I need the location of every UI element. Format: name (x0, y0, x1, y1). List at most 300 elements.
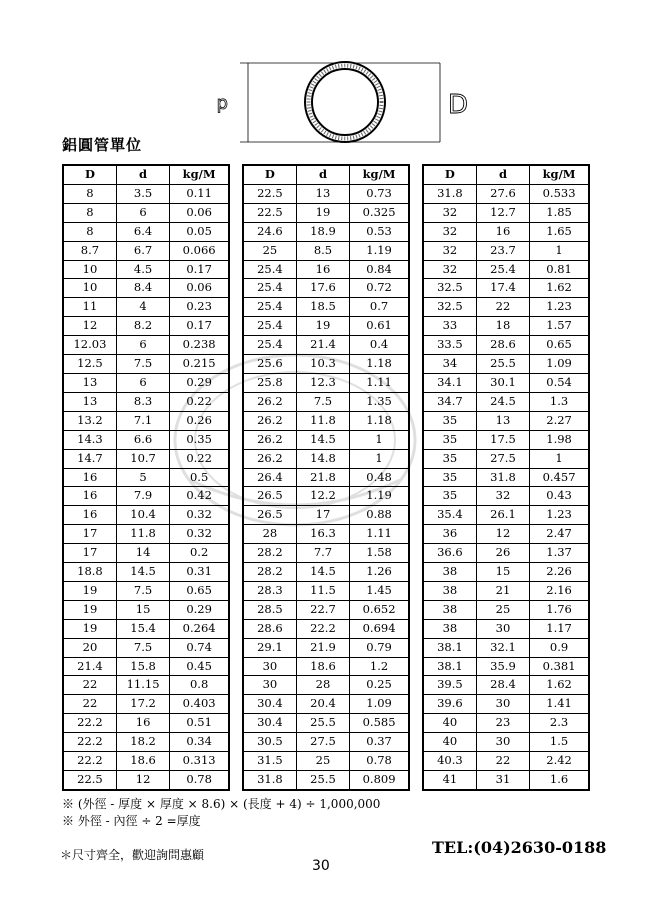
cell-inner-diameter: 7.7 (296, 544, 349, 563)
cell-weight: 0.88 (350, 506, 409, 525)
cell-outer-diameter: 35 (423, 449, 476, 468)
cell-outer-diameter: 29.1 (243, 638, 296, 657)
cell-inner-diameter: 30 (476, 695, 529, 714)
table-row (423, 336, 589, 355)
cell-weight: 0.17 (170, 260, 229, 279)
cell-outer-diameter: 25.8 (243, 373, 296, 392)
weight-formula-note: ※ (外徑 - 厚度 × 厚度 × 8.6) × (長度 + 4) ÷ 1,000,000 (62, 797, 381, 811)
cell-outer-diameter: 28.2 (243, 563, 296, 582)
cell-outer-diameter: 22 (63, 695, 116, 714)
table-row (243, 733, 409, 752)
cell-inner-diameter: 15.8 (116, 657, 169, 676)
cell-inner-diameter: 8.2 (116, 317, 169, 336)
cell-outer-diameter: 28.6 (243, 619, 296, 638)
cell-weight: 0.325 (350, 203, 409, 222)
table-row (63, 203, 229, 222)
cell-inner-diameter: 15 (476, 563, 529, 582)
header-weight: kg/M (530, 165, 589, 184)
thickness-formula-note: ※ 外徑 - 內徑 ÷ 2 =厚度 (62, 814, 201, 828)
cell-outer-diameter: 8.7 (63, 241, 116, 260)
cell-outer-diameter: 22.2 (63, 733, 116, 752)
header-outer-diameter: D (63, 165, 116, 184)
cell-weight: 0.23 (170, 298, 229, 317)
cell-inner-diameter: 7.5 (116, 581, 169, 600)
table-row (63, 449, 229, 468)
cell-outer-diameter: 34 (423, 355, 476, 374)
cell-weight: 0.585 (350, 714, 409, 733)
cell-inner-diameter: 12.3 (296, 373, 349, 392)
tube-diagram (210, 58, 470, 148)
cell-outer-diameter: 38.1 (423, 657, 476, 676)
cell-inner-diameter: 18.6 (296, 657, 349, 676)
table-row (63, 411, 229, 430)
cell-weight: 0.264 (170, 619, 229, 638)
cell-outer-diameter: 38.1 (423, 638, 476, 657)
cell-weight: 1.85 (530, 203, 589, 222)
cell-outer-diameter: 17 (63, 525, 116, 544)
cell-weight: 0.11 (170, 184, 229, 203)
cell-inner-diameter: 7.5 (116, 638, 169, 657)
cell-weight: 0.32 (170, 506, 229, 525)
cell-weight: 2.27 (530, 411, 589, 430)
cell-inner-diameter: 35.9 (476, 657, 529, 676)
cell-weight: 1.3 (530, 392, 589, 411)
cell-inner-diameter: 25 (476, 600, 529, 619)
cell-outer-diameter: 28.2 (243, 544, 296, 563)
cell-weight: 1.18 (350, 355, 409, 374)
cell-weight: 0.37 (350, 733, 409, 752)
cell-outer-diameter: 28.3 (243, 581, 296, 600)
cell-inner-diameter: 17.6 (296, 279, 349, 298)
cell-inner-diameter: 16 (476, 222, 529, 241)
cell-inner-diameter: 26.1 (476, 506, 529, 525)
sizes-available-note: ＊尺寸齊全，歡迎詢問惠顧 (60, 848, 205, 862)
table-row (63, 563, 229, 582)
cell-outer-diameter: 22.5 (243, 184, 296, 203)
cell-inner-diameter: 6 (116, 373, 169, 392)
cell-inner-diameter: 21 (476, 581, 529, 600)
cell-outer-diameter: 22 (63, 676, 116, 695)
cell-weight: 0.06 (170, 279, 229, 298)
cell-inner-diameter: 21.9 (296, 638, 349, 657)
inner-circle (312, 69, 378, 135)
table-row (243, 336, 409, 355)
cell-inner-diameter: 4 (116, 298, 169, 317)
page-title: 鋁圓管單位 (62, 136, 143, 154)
cell-weight: 1 (530, 241, 589, 260)
cell-outer-diameter: 25 (243, 241, 296, 260)
cell-weight: 0.05 (170, 222, 229, 241)
cell-inner-diameter: 22.7 (296, 600, 349, 619)
cell-inner-diameter: 21.8 (296, 468, 349, 487)
cell-outer-diameter: 32 (423, 203, 476, 222)
cell-inner-diameter: 25.4 (476, 260, 529, 279)
table-row (63, 317, 229, 336)
cell-outer-diameter: 17 (63, 544, 116, 563)
cell-outer-diameter: 24.6 (243, 222, 296, 241)
cell-outer-diameter: 18.8 (63, 563, 116, 582)
cell-weight: 0.53 (350, 222, 409, 241)
cell-weight: 1.58 (350, 544, 409, 563)
cell-outer-diameter: 8 (63, 184, 116, 203)
cell-weight: 1.09 (350, 695, 409, 714)
inner-diameter-label (217, 94, 228, 115)
cell-outer-diameter: 32.5 (423, 298, 476, 317)
cell-inner-diameter: 31 (476, 771, 529, 790)
table-row (63, 373, 229, 392)
table-row (423, 279, 589, 298)
table-row (63, 222, 229, 241)
table-row (243, 581, 409, 600)
cell-inner-diameter: 18.5 (296, 298, 349, 317)
cell-inner-diameter: 11.15 (116, 676, 169, 695)
table-row (243, 638, 409, 657)
cell-weight: 1.37 (530, 544, 589, 563)
cell-outer-diameter: 26.5 (243, 506, 296, 525)
cell-outer-diameter: 30 (243, 676, 296, 695)
cell-weight: 0.22 (170, 449, 229, 468)
cell-outer-diameter: 22.2 (63, 752, 116, 771)
cell-outer-diameter: 16 (63, 487, 116, 506)
cell-inner-diameter: 7.9 (116, 487, 169, 506)
table-row (243, 487, 409, 506)
cell-weight: 0.694 (350, 619, 409, 638)
table-row (243, 392, 409, 411)
table-row (243, 506, 409, 525)
cell-weight: 1.62 (530, 676, 589, 695)
cell-weight: 2.26 (530, 563, 589, 582)
cell-weight: 1.2 (350, 657, 409, 676)
cell-inner-diameter: 25.5 (476, 355, 529, 374)
cell-inner-diameter: 12 (476, 525, 529, 544)
cell-inner-diameter: 14 (116, 544, 169, 563)
table-row (63, 355, 229, 374)
header-outer-diameter: D (243, 165, 296, 184)
header-outer-diameter: D (423, 165, 476, 184)
table-row (423, 619, 589, 638)
cell-weight: 0.457 (530, 468, 589, 487)
header-inner-diameter: d (116, 165, 169, 184)
cell-inner-diameter: 22 (476, 752, 529, 771)
cell-inner-diameter: 30 (476, 733, 529, 752)
cell-outer-diameter: 11 (63, 298, 116, 317)
table-row (63, 752, 229, 771)
cell-inner-diameter: 32 (476, 487, 529, 506)
cell-inner-diameter: 5 (116, 468, 169, 487)
cell-weight: 0.381 (530, 657, 589, 676)
cell-outer-diameter: 40 (423, 733, 476, 752)
table-row (63, 184, 229, 203)
cell-outer-diameter: 34.1 (423, 373, 476, 392)
table-row (243, 563, 409, 582)
cell-inner-diameter: 18.6 (116, 752, 169, 771)
cell-inner-diameter: 12.2 (296, 487, 349, 506)
cell-outer-diameter: 13.2 (63, 411, 116, 430)
cell-weight: 1.09 (530, 355, 589, 374)
cell-inner-diameter: 18 (476, 317, 529, 336)
table-row (63, 676, 229, 695)
cell-outer-diameter: 14.7 (63, 449, 116, 468)
cell-inner-diameter: 7.1 (116, 411, 169, 430)
cell-outer-diameter: 38 (423, 619, 476, 638)
cell-inner-diameter: 23.7 (476, 241, 529, 260)
cell-inner-diameter: 28.6 (476, 336, 529, 355)
cell-weight: 0.29 (170, 373, 229, 392)
table-row (243, 203, 409, 222)
page-number: 30 (312, 858, 330, 874)
table-row (63, 581, 229, 600)
table-row (423, 468, 589, 487)
cell-inner-diameter: 22 (476, 298, 529, 317)
cell-inner-diameter: 24.5 (476, 392, 529, 411)
cell-outer-diameter: 36 (423, 525, 476, 544)
cell-inner-diameter: 18.9 (296, 222, 349, 241)
cell-inner-diameter: 11.8 (296, 411, 349, 430)
cell-inner-diameter: 17.5 (476, 430, 529, 449)
cell-outer-diameter: 30.4 (243, 714, 296, 733)
cell-outer-diameter: 26.4 (243, 468, 296, 487)
cell-weight: 0.8 (170, 676, 229, 695)
table-row (243, 525, 409, 544)
cell-inner-diameter: 13 (296, 184, 349, 203)
cell-weight: 2.16 (530, 581, 589, 600)
cell-weight: 1.57 (530, 317, 589, 336)
cell-inner-diameter: 27.6 (476, 184, 529, 203)
table-row (243, 222, 409, 241)
cell-weight: 1.23 (530, 298, 589, 317)
table-row (63, 487, 229, 506)
cell-outer-diameter: 33 (423, 317, 476, 336)
table-row (423, 525, 589, 544)
cell-weight: 0.35 (170, 430, 229, 449)
cell-inner-diameter: 15 (116, 600, 169, 619)
cell-inner-diameter: 12 (116, 771, 169, 790)
cell-weight: 0.17 (170, 317, 229, 336)
table-row (423, 695, 589, 714)
cell-weight: 0.238 (170, 336, 229, 355)
cell-inner-diameter: 28.4 (476, 676, 529, 695)
cell-weight: 0.533 (530, 184, 589, 203)
cell-weight: 1.5 (530, 733, 589, 752)
cell-outer-diameter: 13 (63, 392, 116, 411)
cell-outer-diameter: 33.5 (423, 336, 476, 355)
cell-weight: 1.18 (350, 411, 409, 430)
cell-weight: 1.41 (530, 695, 589, 714)
cell-outer-diameter: 40.3 (423, 752, 476, 771)
table-row (63, 392, 229, 411)
cell-outer-diameter: 26.2 (243, 411, 296, 430)
table-row (423, 638, 589, 657)
table-row (243, 317, 409, 336)
table-row (423, 411, 589, 430)
cell-outer-diameter: 10 (63, 279, 116, 298)
table-row (63, 714, 229, 733)
cell-inner-diameter: 16 (116, 714, 169, 733)
cell-outer-diameter: 26.2 (243, 430, 296, 449)
cell-weight: 0.9 (530, 638, 589, 657)
table-row (63, 695, 229, 714)
table-row (243, 676, 409, 695)
cell-weight: 0.313 (170, 752, 229, 771)
cell-outer-diameter: 30.5 (243, 733, 296, 752)
cell-weight: 1.45 (350, 581, 409, 600)
table-row (243, 657, 409, 676)
telephone-number: TEL:(04)2630-0188 (432, 838, 607, 857)
cell-inner-diameter: 20.4 (296, 695, 349, 714)
cell-inner-diameter: 31.8 (476, 468, 529, 487)
cell-weight: 1.6 (530, 771, 589, 790)
table-row (243, 298, 409, 317)
svg-text:d: d (216, 94, 228, 115)
cell-weight: 0.22 (170, 392, 229, 411)
cell-weight: 1.23 (530, 506, 589, 525)
table-row (423, 676, 589, 695)
cell-outer-diameter: 31.8 (243, 771, 296, 790)
cell-weight: 1.98 (530, 430, 589, 449)
table-row (63, 619, 229, 638)
table-row (243, 752, 409, 771)
cell-inner-diameter: 12.7 (476, 203, 529, 222)
pipe-table-3 (422, 164, 590, 791)
table-row (243, 468, 409, 487)
cell-outer-diameter: 10 (63, 260, 116, 279)
cell-inner-diameter: 19 (296, 317, 349, 336)
cell-outer-diameter: 26.2 (243, 392, 296, 411)
table-row (423, 184, 589, 203)
cell-weight: 0.65 (530, 336, 589, 355)
cell-inner-diameter: 30.1 (476, 373, 529, 392)
cell-outer-diameter: 35 (423, 411, 476, 430)
table-row (63, 430, 229, 449)
table-row (243, 411, 409, 430)
cell-inner-diameter: 17.2 (116, 695, 169, 714)
cell-inner-diameter: 27.5 (476, 449, 529, 468)
pipe-table-2 (242, 164, 410, 791)
header-inner-diameter: d (476, 165, 529, 184)
cell-weight: 0.25 (350, 676, 409, 695)
cell-weight: 1.65 (530, 222, 589, 241)
cell-outer-diameter: 38 (423, 581, 476, 600)
cell-outer-diameter: 32 (423, 241, 476, 260)
table-row (63, 298, 229, 317)
cell-weight: 2.3 (530, 714, 589, 733)
cell-outer-diameter: 25.4 (243, 260, 296, 279)
cell-inner-diameter: 13 (476, 411, 529, 430)
table-row (243, 771, 409, 790)
cell-weight: 1.11 (350, 525, 409, 544)
cell-inner-diameter: 7.5 (296, 392, 349, 411)
cell-inner-diameter: 11.5 (296, 581, 349, 600)
cell-outer-diameter: 25.4 (243, 298, 296, 317)
cell-outer-diameter: 30.4 (243, 695, 296, 714)
cell-weight: 0.34 (170, 733, 229, 752)
table-row (63, 733, 229, 752)
cell-outer-diameter: 31.5 (243, 752, 296, 771)
cell-weight: 0.81 (530, 260, 589, 279)
cell-inner-diameter: 17.4 (476, 279, 529, 298)
cell-weight: 0.74 (170, 638, 229, 657)
table-row (423, 752, 589, 771)
cell-outer-diameter: 35 (423, 468, 476, 487)
cell-weight: 0.65 (170, 581, 229, 600)
table-row (423, 222, 589, 241)
table-row (423, 260, 589, 279)
cell-outer-diameter: 22.5 (243, 203, 296, 222)
cell-inner-diameter: 10.7 (116, 449, 169, 468)
cell-inner-diameter: 14.8 (296, 449, 349, 468)
cell-outer-diameter: 35.4 (423, 506, 476, 525)
cell-weight: 0.72 (350, 279, 409, 298)
cell-weight: 1.76 (530, 600, 589, 619)
cell-outer-diameter: 16 (63, 506, 116, 525)
table-row (423, 563, 589, 582)
cell-outer-diameter: 25.4 (243, 279, 296, 298)
cell-inner-diameter: 27.5 (296, 733, 349, 752)
table-row (423, 241, 589, 260)
cell-weight: 1.11 (350, 373, 409, 392)
cell-weight: 1.26 (350, 563, 409, 582)
cell-outer-diameter: 25.4 (243, 317, 296, 336)
cell-weight: 1.19 (350, 487, 409, 506)
cell-weight: 0.32 (170, 525, 229, 544)
cell-outer-diameter: 40 (423, 714, 476, 733)
cell-inner-diameter: 25.5 (296, 771, 349, 790)
cell-weight: 0.4 (350, 336, 409, 355)
cell-inner-diameter: 30 (476, 619, 529, 638)
table-row (63, 657, 229, 676)
cell-weight: 1 (350, 449, 409, 468)
cell-outer-diameter: 22.5 (63, 771, 116, 790)
table-row (63, 525, 229, 544)
cell-outer-diameter: 26.5 (243, 487, 296, 506)
cell-outer-diameter: 22.2 (63, 714, 116, 733)
cell-outer-diameter: 20 (63, 638, 116, 657)
table-row (423, 714, 589, 733)
cell-inner-diameter: 6 (116, 203, 169, 222)
cell-inner-diameter: 4.5 (116, 260, 169, 279)
outer-diameter-label: D (448, 90, 469, 120)
table-row (423, 355, 589, 374)
cell-inner-diameter: 18.2 (116, 733, 169, 752)
cell-weight: 0.5 (170, 468, 229, 487)
cell-outer-diameter: 39.6 (423, 695, 476, 714)
cell-weight: 0.84 (350, 260, 409, 279)
cell-weight: 0.066 (170, 241, 229, 260)
table-row (423, 657, 589, 676)
table-row (423, 581, 589, 600)
cell-weight: 0.79 (350, 638, 409, 657)
table-row (63, 260, 229, 279)
cell-weight: 0.2 (170, 544, 229, 563)
cell-weight: 0.26 (170, 411, 229, 430)
cell-outer-diameter: 32 (423, 260, 476, 279)
table-row (243, 279, 409, 298)
table-row (423, 449, 589, 468)
cell-inner-diameter: 28 (296, 676, 349, 695)
cell-weight: 1 (530, 449, 589, 468)
table-row (243, 544, 409, 563)
table-row (243, 184, 409, 203)
pipe-table-1 (62, 164, 230, 791)
cell-outer-diameter: 35 (423, 430, 476, 449)
table-row (423, 298, 589, 317)
cell-inner-diameter: 11.8 (116, 525, 169, 544)
cell-inner-diameter: 23 (476, 714, 529, 733)
table-row (423, 771, 589, 790)
cell-weight: 2.42 (530, 752, 589, 771)
cell-outer-diameter: 19 (63, 600, 116, 619)
cell-weight: 0.54 (530, 373, 589, 392)
